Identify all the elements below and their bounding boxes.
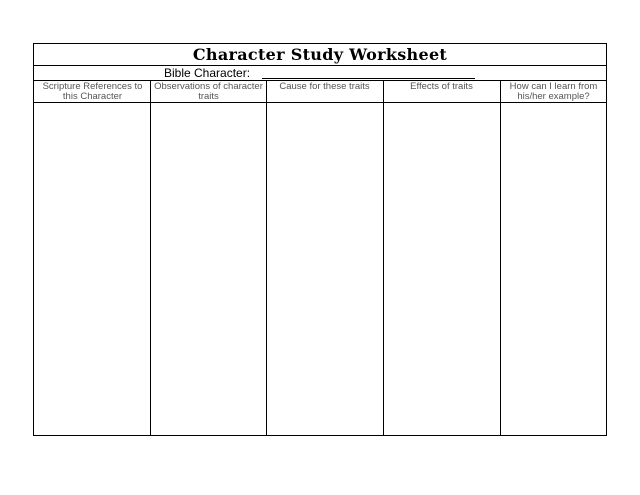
bible-character-row bbox=[34, 66, 606, 81]
worksheet-title: Character Study Worksheet bbox=[34, 44, 606, 66]
bible-character-blank[interactable] bbox=[262, 78, 475, 79]
worksheet-table bbox=[33, 43, 607, 436]
column-header-cause: Cause for these traits bbox=[279, 81, 370, 92]
bible-character-label: Bible Character: bbox=[164, 66, 251, 80]
column-header-learn-from-example: How can I learn from his/her example? bbox=[509, 81, 598, 102]
column-header-effects: Effects of traits bbox=[410, 81, 473, 92]
column-header-scripture-references: Scripture References to this Character bbox=[42, 81, 143, 102]
column-header-observations: Observations of character traits bbox=[154, 81, 263, 102]
column-body-scripture-references[interactable] bbox=[34, 103, 150, 435]
column-body-observations[interactable] bbox=[151, 103, 266, 435]
column-headers bbox=[34, 81, 606, 103]
column-body-learn-from-example[interactable] bbox=[501, 103, 606, 435]
column-body-cause[interactable] bbox=[267, 103, 383, 435]
column-body-effects[interactable] bbox=[384, 103, 500, 435]
